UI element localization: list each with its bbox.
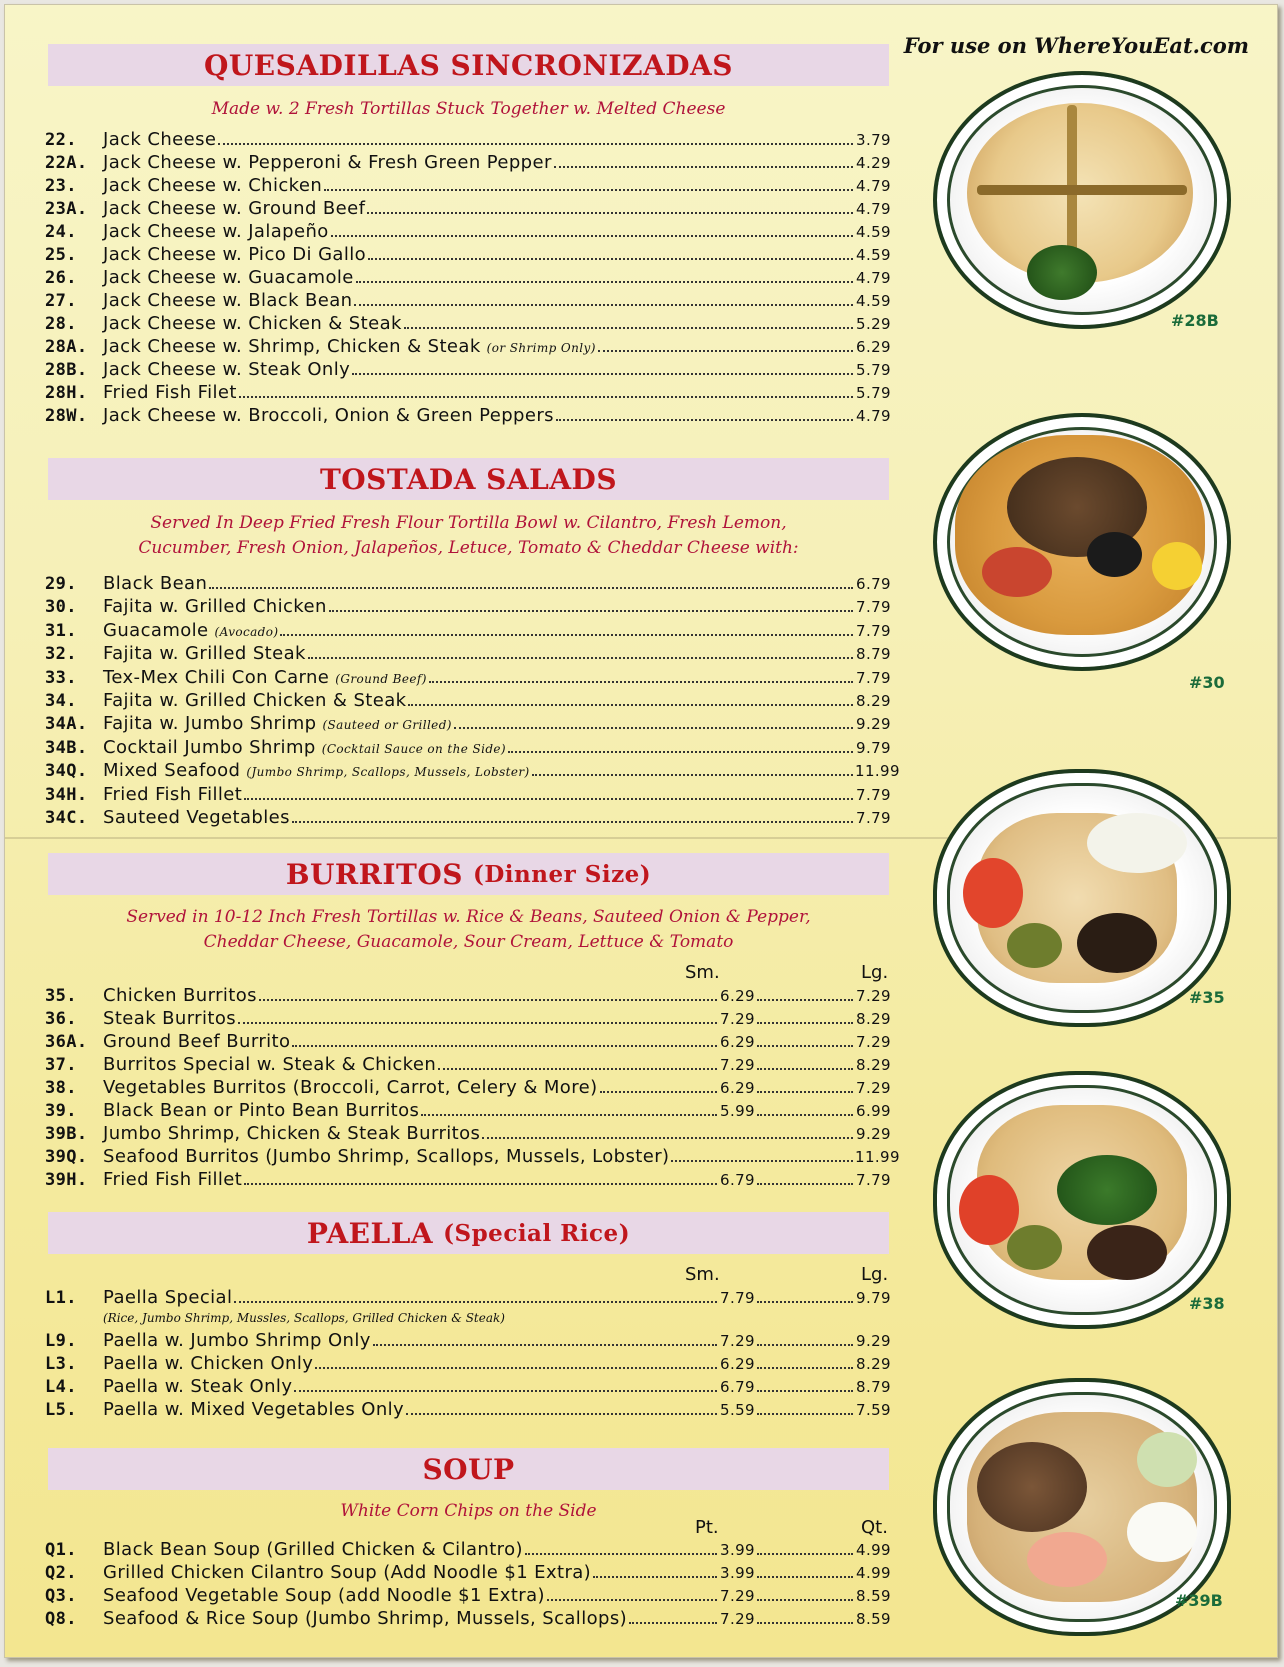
menu-item bbox=[45, 1287, 891, 1310]
item-number: L5. bbox=[45, 1400, 77, 1420]
item-name: Jack Cheese w. Guacamole bbox=[103, 267, 354, 288]
item-number: 29. bbox=[45, 574, 77, 594]
item-name: Paella w. Chicken Only bbox=[103, 1353, 314, 1374]
leader-dots bbox=[354, 304, 853, 306]
leader-dots bbox=[757, 1068, 853, 1070]
item-name: Jack Cheese w. Steak Only bbox=[103, 359, 351, 380]
item-price-small: 6.79 bbox=[720, 1378, 755, 1396]
menu-item bbox=[45, 1562, 891, 1585]
leader-dots bbox=[292, 821, 853, 823]
leader-dots bbox=[280, 634, 853, 636]
menu-item bbox=[45, 359, 891, 382]
leader-dots bbox=[406, 1413, 717, 1415]
leader-dots bbox=[757, 1390, 853, 1392]
item-price-small: 6.29 bbox=[720, 1355, 755, 1373]
leader-dots bbox=[629, 1622, 717, 1624]
photo-caption: #39B bbox=[1175, 1591, 1223, 1610]
leader-dots bbox=[556, 419, 853, 421]
item-price: 4.79 bbox=[856, 200, 891, 218]
leader-dots bbox=[532, 774, 853, 776]
item-price-small: 7.29 bbox=[720, 1332, 755, 1350]
item-price-large: 9.29 bbox=[856, 1332, 891, 1350]
item-name: Jack Cheese w. Black Bean bbox=[103, 290, 353, 311]
leader-dots bbox=[315, 1367, 717, 1369]
item-price-large: 8.29 bbox=[856, 1010, 891, 1028]
item-number: 22A. bbox=[45, 153, 88, 173]
item-price: 5.79 bbox=[856, 361, 891, 379]
item-price-large: 8.29 bbox=[856, 1355, 891, 1373]
item-note: (Cocktail Sauce on the Side) bbox=[321, 741, 506, 756]
item-price-small: 6.29 bbox=[720, 1079, 755, 1097]
menu-item bbox=[45, 737, 891, 760]
item-name: Black Bean Soup (Grilled Chicken & Cilantro) bbox=[103, 1539, 523, 1560]
item-number: 38. bbox=[45, 1078, 77, 1098]
menu-page bbox=[4, 4, 1278, 1658]
item-number: 34. bbox=[45, 691, 77, 711]
item-number: 34Q. bbox=[45, 761, 88, 782]
item-price-small: 7.29 bbox=[720, 1587, 755, 1605]
item-subnote: (Rice, Jumbo Shrimp, Mussles, Scallops, Grilled Chicken & Steak) bbox=[103, 1311, 505, 1325]
menu-item bbox=[45, 784, 891, 807]
item-number: 37. bbox=[45, 1055, 77, 1075]
leader-dots bbox=[331, 235, 853, 237]
leader-dots bbox=[367, 212, 853, 214]
leader-dots bbox=[757, 1114, 853, 1116]
leader-dots bbox=[329, 610, 853, 612]
leader-dots bbox=[598, 350, 853, 352]
food-photo-vegetable-burrito bbox=[933, 1071, 1233, 1331]
item-number: Q3. bbox=[45, 1586, 77, 1606]
leader-dots bbox=[408, 704, 853, 706]
leader-dots bbox=[547, 1599, 717, 1601]
leader-dots bbox=[757, 1553, 853, 1555]
item-name: Black Bean bbox=[103, 573, 208, 594]
section-title: PAELLA bbox=[306, 1216, 434, 1250]
item-price-small: 7.79 bbox=[720, 1289, 755, 1307]
section-subtitle: (Dinner Size) bbox=[472, 860, 652, 888]
menu-item bbox=[45, 1031, 891, 1054]
leader-dots bbox=[438, 1068, 717, 1070]
food-photo-burrito bbox=[933, 769, 1233, 1029]
menu-item bbox=[45, 129, 891, 152]
item-name: Fajita w. Grilled Steak bbox=[103, 643, 306, 665]
item-number: 27. bbox=[45, 291, 77, 311]
item-number: 34H. bbox=[45, 784, 88, 805]
section-title: SOUP bbox=[422, 1452, 515, 1486]
menu-item bbox=[45, 1100, 891, 1123]
item-price-large: 11.99 bbox=[855, 1148, 900, 1166]
menu-item bbox=[45, 267, 891, 290]
item-price: 7.79 bbox=[856, 785, 891, 804]
item-name: Seafood Vegetable Soup (add Noodle $1 Extra) bbox=[103, 1585, 545, 1606]
item-price-small: 7.29 bbox=[720, 1610, 755, 1628]
section-banner-paella bbox=[48, 1212, 889, 1254]
menu-item bbox=[45, 667, 891, 690]
item-number: 28W. bbox=[45, 406, 88, 426]
item-number: Q8. bbox=[45, 1609, 77, 1629]
item-price: 7.79 bbox=[856, 598, 891, 617]
item-name: Guacamole bbox=[103, 619, 209, 641]
item-price: 8.79 bbox=[856, 645, 891, 664]
leader-dots bbox=[429, 681, 853, 683]
item-price-small: 5.59 bbox=[720, 1401, 755, 1419]
leader-dots bbox=[373, 1344, 717, 1346]
plate-image bbox=[933, 769, 1231, 1027]
item-number: 24. bbox=[45, 222, 77, 242]
item-price-large: 7.59 bbox=[856, 1401, 891, 1419]
item-name: Seafood Burritos (Jumbo Shrimp, Scallops, Mussels, Lobster) bbox=[103, 1146, 670, 1167]
menu-item bbox=[45, 175, 891, 198]
leader-dots bbox=[234, 1301, 717, 1303]
section-banner-burritos bbox=[48, 853, 889, 895]
item-name: Jack Cheese w. Pepperoni & Fresh Green Pepper bbox=[103, 152, 552, 173]
leader-dots bbox=[757, 1576, 853, 1578]
leader-dots bbox=[454, 727, 853, 729]
leader-dots bbox=[356, 281, 853, 283]
item-name: Cocktail Jumbo Shrimp bbox=[103, 736, 316, 758]
item-name: Seafood & Rice Soup (Jumbo Shrimp, Mussels, Scallops) bbox=[103, 1608, 628, 1629]
item-name: Fried Fish Fillet bbox=[103, 783, 243, 805]
item-name: Jack Cheese w. Jalapeño bbox=[103, 221, 329, 242]
leader-dots bbox=[324, 189, 853, 191]
item-price-small: 3.99 bbox=[720, 1564, 755, 1582]
item-price: 7.79 bbox=[856, 621, 891, 640]
item-number: L3. bbox=[45, 1354, 77, 1374]
menu-item bbox=[45, 336, 891, 359]
item-price: 4.79 bbox=[856, 407, 891, 425]
menu-item bbox=[45, 290, 891, 313]
food-photo-tostada bbox=[933, 413, 1233, 673]
item-number: 28. bbox=[45, 314, 77, 334]
item-name: Jack Cheese w. Broccoli, Onion & Green Peppers bbox=[103, 405, 554, 426]
item-price-large: 8.29 bbox=[856, 1056, 891, 1074]
item-price-large: 7.29 bbox=[856, 1079, 891, 1097]
section-title: BURRITOS bbox=[285, 857, 463, 891]
item-price: 5.29 bbox=[856, 315, 891, 333]
credit-text: For use on WhereYouEat.com bbox=[903, 33, 1249, 58]
leader-dots bbox=[757, 999, 853, 1001]
item-name: Fried Fish Filet bbox=[103, 382, 237, 403]
item-price-small: 6.29 bbox=[720, 987, 755, 1005]
item-number: 23A. bbox=[45, 199, 88, 219]
section-description: Served In Deep Fried Fresh Flour Tortilla Bowl w. Cilantro, Fresh Lemon, bbox=[150, 513, 787, 533]
leader-dots bbox=[757, 1622, 853, 1624]
item-price-large: 8.59 bbox=[856, 1587, 891, 1605]
item-price-large: 8.79 bbox=[856, 1378, 891, 1396]
item-price-small: 3.99 bbox=[720, 1541, 755, 1559]
item-name: Jack Cheese w. Ground Beef bbox=[103, 198, 366, 219]
item-name: Paella w. Jumbo Shrimp Only bbox=[103, 1330, 371, 1351]
leader-dots bbox=[404, 327, 853, 329]
item-price-large: 6.99 bbox=[856, 1102, 891, 1120]
item-number: 33. bbox=[45, 667, 77, 688]
leader-dots bbox=[238, 1022, 717, 1024]
section-banner-tostada bbox=[48, 458, 889, 500]
menu-item bbox=[45, 1608, 891, 1631]
item-price-large: 9.79 bbox=[856, 1289, 891, 1307]
leader-dots bbox=[554, 166, 853, 168]
leader-dots bbox=[593, 1576, 717, 1578]
column-header-sm: Sm. bbox=[685, 962, 720, 983]
leader-dots bbox=[525, 1553, 717, 1555]
menu-item bbox=[45, 244, 891, 267]
item-name: Sauteed Vegetables bbox=[103, 807, 290, 828]
item-price: 6.79 bbox=[856, 575, 891, 593]
item-number: 25. bbox=[45, 245, 77, 265]
photo-caption: #28B bbox=[1171, 311, 1219, 330]
leader-dots bbox=[757, 1045, 853, 1047]
item-name: Paella w. Mixed Vegetables Only bbox=[103, 1399, 405, 1420]
menu-item bbox=[45, 760, 900, 783]
menu-item bbox=[45, 1353, 891, 1376]
menu-item bbox=[45, 1123, 891, 1146]
section-subtitle: (Special Rice) bbox=[443, 1219, 631, 1247]
leader-dots bbox=[600, 1091, 717, 1093]
item-price-small: 6.29 bbox=[720, 1033, 755, 1051]
item-number: L1. bbox=[45, 1288, 77, 1308]
item-price: 3.79 bbox=[856, 131, 891, 149]
section-title: TOSTADA SALADS bbox=[319, 462, 618, 496]
section-description: White Corn Chips on the Side bbox=[340, 1501, 597, 1521]
leader-dots bbox=[757, 1091, 853, 1093]
item-name: Paella Special bbox=[103, 1287, 233, 1308]
item-number: 30. bbox=[45, 597, 77, 618]
menu-item bbox=[45, 807, 891, 830]
menu-item bbox=[45, 596, 891, 619]
item-price: 4.59 bbox=[856, 292, 891, 310]
item-price: 5.79 bbox=[856, 384, 891, 402]
item-price-small: 7.29 bbox=[720, 1010, 755, 1028]
item-name: Paella w. Steak Only bbox=[103, 1376, 293, 1397]
item-name: Mixed Seafood bbox=[103, 760, 241, 782]
item-name: Steak Burritos bbox=[103, 1008, 237, 1029]
item-number: 39. bbox=[45, 1101, 77, 1121]
item-number: 34A. bbox=[45, 714, 88, 735]
photo-caption: #38 bbox=[1189, 1294, 1225, 1313]
item-number: 28A. bbox=[45, 337, 88, 357]
menu-item bbox=[45, 573, 891, 596]
menu-item bbox=[45, 690, 891, 713]
item-name: Grilled Chicken Cilantro Soup (Add Noodle $1 Extra) bbox=[103, 1562, 592, 1583]
item-number: 39Q. bbox=[45, 1147, 88, 1167]
leader-dots bbox=[757, 1183, 853, 1185]
item-name: Jack Cheese w. Chicken & Steak bbox=[103, 313, 402, 334]
item-number: 34C. bbox=[45, 808, 88, 828]
item-note: (Sauteed or Grilled) bbox=[322, 718, 452, 733]
item-number: 35. bbox=[45, 986, 77, 1006]
leader-dots bbox=[508, 751, 853, 753]
item-price-large: 7.29 bbox=[856, 1033, 891, 1051]
item-name: Burritos Special w. Steak & Chicken bbox=[103, 1054, 437, 1075]
item-number: 34B. bbox=[45, 737, 88, 758]
leader-dots bbox=[259, 999, 717, 1001]
menu-item bbox=[45, 1008, 891, 1031]
item-name: Jack Cheese w. Chicken bbox=[103, 175, 323, 196]
item-price: 4.59 bbox=[856, 246, 891, 264]
item-price-small: 5.99 bbox=[720, 1102, 755, 1120]
item-price: 8.29 bbox=[856, 692, 891, 710]
menu-item bbox=[45, 1539, 891, 1562]
menu-item bbox=[45, 1399, 891, 1422]
item-price: 4.79 bbox=[856, 177, 891, 195]
menu-item bbox=[45, 221, 891, 244]
section-description: Made w. 2 Fresh Tortillas Stuck Together w. Melted Cheese bbox=[211, 99, 726, 119]
column-header-sm: Sm. bbox=[685, 1264, 720, 1285]
leader-dots bbox=[757, 1022, 853, 1024]
plate-image bbox=[933, 71, 1231, 329]
item-price: 7.79 bbox=[856, 809, 891, 827]
column-header-lg: Lg. bbox=[861, 962, 889, 983]
leader-dots bbox=[244, 798, 853, 800]
item-name: Fried Fish Fillet bbox=[103, 1169, 243, 1190]
item-price-large: 4.99 bbox=[856, 1564, 891, 1582]
item-number: 36A. bbox=[45, 1032, 88, 1052]
column-header-lg: Lg. bbox=[861, 1264, 889, 1285]
leader-dots bbox=[482, 1137, 853, 1139]
leader-dots bbox=[757, 1413, 853, 1415]
menu-item bbox=[45, 1169, 891, 1192]
item-name: Jack Cheese bbox=[103, 129, 217, 150]
column-header-pt: Pt. bbox=[695, 1517, 719, 1538]
menu-item bbox=[45, 1077, 891, 1100]
item-number: 28B. bbox=[45, 360, 88, 380]
item-name: Tex-Mex Chili Con Carne bbox=[103, 666, 330, 688]
menu-item bbox=[45, 1146, 900, 1169]
item-number: 32. bbox=[45, 644, 77, 665]
leader-dots bbox=[308, 657, 853, 659]
menu-item bbox=[45, 1585, 891, 1608]
menu-item bbox=[45, 1376, 891, 1399]
item-price: 9.29 bbox=[856, 715, 891, 734]
item-name: Fajita w. Grilled Chicken bbox=[103, 596, 327, 618]
food-photo-quesadilla bbox=[933, 71, 1233, 331]
leader-dots bbox=[368, 258, 853, 260]
item-price-large: 8.59 bbox=[856, 1610, 891, 1628]
item-note: (or Shrimp Only) bbox=[486, 341, 596, 355]
menu-item bbox=[45, 405, 891, 428]
item-name: Black Bean or Pinto Bean Burritos bbox=[103, 1100, 420, 1121]
item-number: 28H. bbox=[45, 383, 88, 403]
leader-dots bbox=[421, 1114, 717, 1116]
item-price-small: 7.29 bbox=[720, 1056, 755, 1074]
leader-dots bbox=[757, 1599, 853, 1601]
item-number: L9. bbox=[45, 1331, 77, 1351]
leader-dots bbox=[218, 143, 853, 145]
menu-item bbox=[45, 152, 891, 175]
leader-dots bbox=[671, 1160, 853, 1162]
section-title: QUESADILLAS SINCRONIZADAS bbox=[204, 48, 733, 82]
item-number: 22. bbox=[45, 130, 77, 150]
item-price-large: 9.29 bbox=[856, 1125, 891, 1143]
item-name: Ground Beef Burrito bbox=[103, 1031, 291, 1052]
leader-dots bbox=[757, 1301, 853, 1303]
photo-caption: #30 bbox=[1189, 673, 1225, 692]
item-name: Vegetables Burritos (Broccoli, Carrot, Celery & More) bbox=[103, 1077, 598, 1098]
section-description: Cucumber, Fresh Onion, Jalapeños, Letuce, Tomato & Cheddar Cheese with: bbox=[138, 538, 799, 558]
plate-image bbox=[933, 1071, 1231, 1329]
item-name: Chicken Burritos bbox=[103, 985, 257, 1006]
item-name: Fajita w. Grilled Chicken & Steak bbox=[103, 690, 407, 711]
item-price: 6.29 bbox=[856, 338, 891, 356]
item-number: L4. bbox=[45, 1377, 77, 1397]
menu-item bbox=[45, 620, 891, 643]
menu-item bbox=[45, 1054, 891, 1077]
column-header-qt: Qt. bbox=[861, 1517, 888, 1538]
menu-item bbox=[45, 1330, 891, 1353]
menu-column bbox=[5, 5, 905, 1657]
item-name: Jack Cheese w. Shrimp, Chicken & Steak bbox=[103, 336, 481, 357]
item-price: 9.79 bbox=[856, 738, 891, 757]
item-number: 23. bbox=[45, 176, 77, 196]
item-price: 4.79 bbox=[856, 269, 891, 287]
item-price: 11.99 bbox=[855, 762, 900, 781]
item-note: (Jumbo Shrimp, Scallops, Mussels, Lobster) bbox=[246, 765, 530, 780]
item-price: 7.79 bbox=[856, 668, 891, 687]
menu-item bbox=[45, 382, 891, 405]
plate-image bbox=[933, 413, 1231, 671]
leader-dots bbox=[239, 396, 853, 398]
item-name: Fajita w. Jumbo Shrimp bbox=[103, 713, 317, 735]
leader-dots bbox=[352, 373, 853, 375]
menu-item bbox=[45, 313, 891, 336]
item-number: 26. bbox=[45, 268, 77, 288]
item-number: 39H. bbox=[45, 1170, 88, 1190]
item-price-large: 4.99 bbox=[856, 1541, 891, 1559]
section-description: Served in 10-12 Inch Fresh Tortillas w. Rice & Beans, Sauteed Onion & Pepper, bbox=[126, 907, 811, 927]
item-price-small: 6.79 bbox=[720, 1171, 755, 1189]
item-price-large: 7.29 bbox=[856, 987, 891, 1005]
section-description: Cheddar Cheese, Guacamole, Sour Cream, Lettuce & Tomato bbox=[203, 932, 734, 952]
leader-dots bbox=[757, 1344, 853, 1346]
section-banner-soup bbox=[48, 1448, 889, 1490]
leader-dots bbox=[294, 1390, 717, 1392]
item-number: 31. bbox=[45, 620, 77, 641]
leader-dots bbox=[209, 587, 853, 589]
menu-item bbox=[45, 198, 891, 221]
menu-item bbox=[45, 713, 891, 736]
item-price: 4.59 bbox=[856, 223, 891, 241]
item-number: 36. bbox=[45, 1009, 77, 1029]
item-number: 39B. bbox=[45, 1124, 88, 1144]
leader-dots bbox=[757, 1367, 853, 1369]
item-price: 4.29 bbox=[856, 154, 891, 172]
item-number: Q1. bbox=[45, 1540, 77, 1560]
leader-dots bbox=[292, 1045, 717, 1047]
item-name: Jack Cheese w. Pico Di Gallo bbox=[103, 244, 367, 265]
item-number: Q2. bbox=[45, 1563, 77, 1583]
item-name: Jumbo Shrimp, Chicken & Steak Burritos bbox=[103, 1123, 481, 1144]
section-banner-quesadillas bbox=[48, 44, 889, 86]
item-note: (Ground Beef) bbox=[335, 671, 427, 686]
leader-dots bbox=[244, 1183, 717, 1185]
photo-caption: #35 bbox=[1189, 988, 1225, 1007]
menu-item bbox=[45, 985, 891, 1008]
menu-item bbox=[45, 643, 891, 666]
item-note: (Avocado) bbox=[214, 624, 279, 639]
item-price-large: 7.79 bbox=[856, 1171, 891, 1189]
